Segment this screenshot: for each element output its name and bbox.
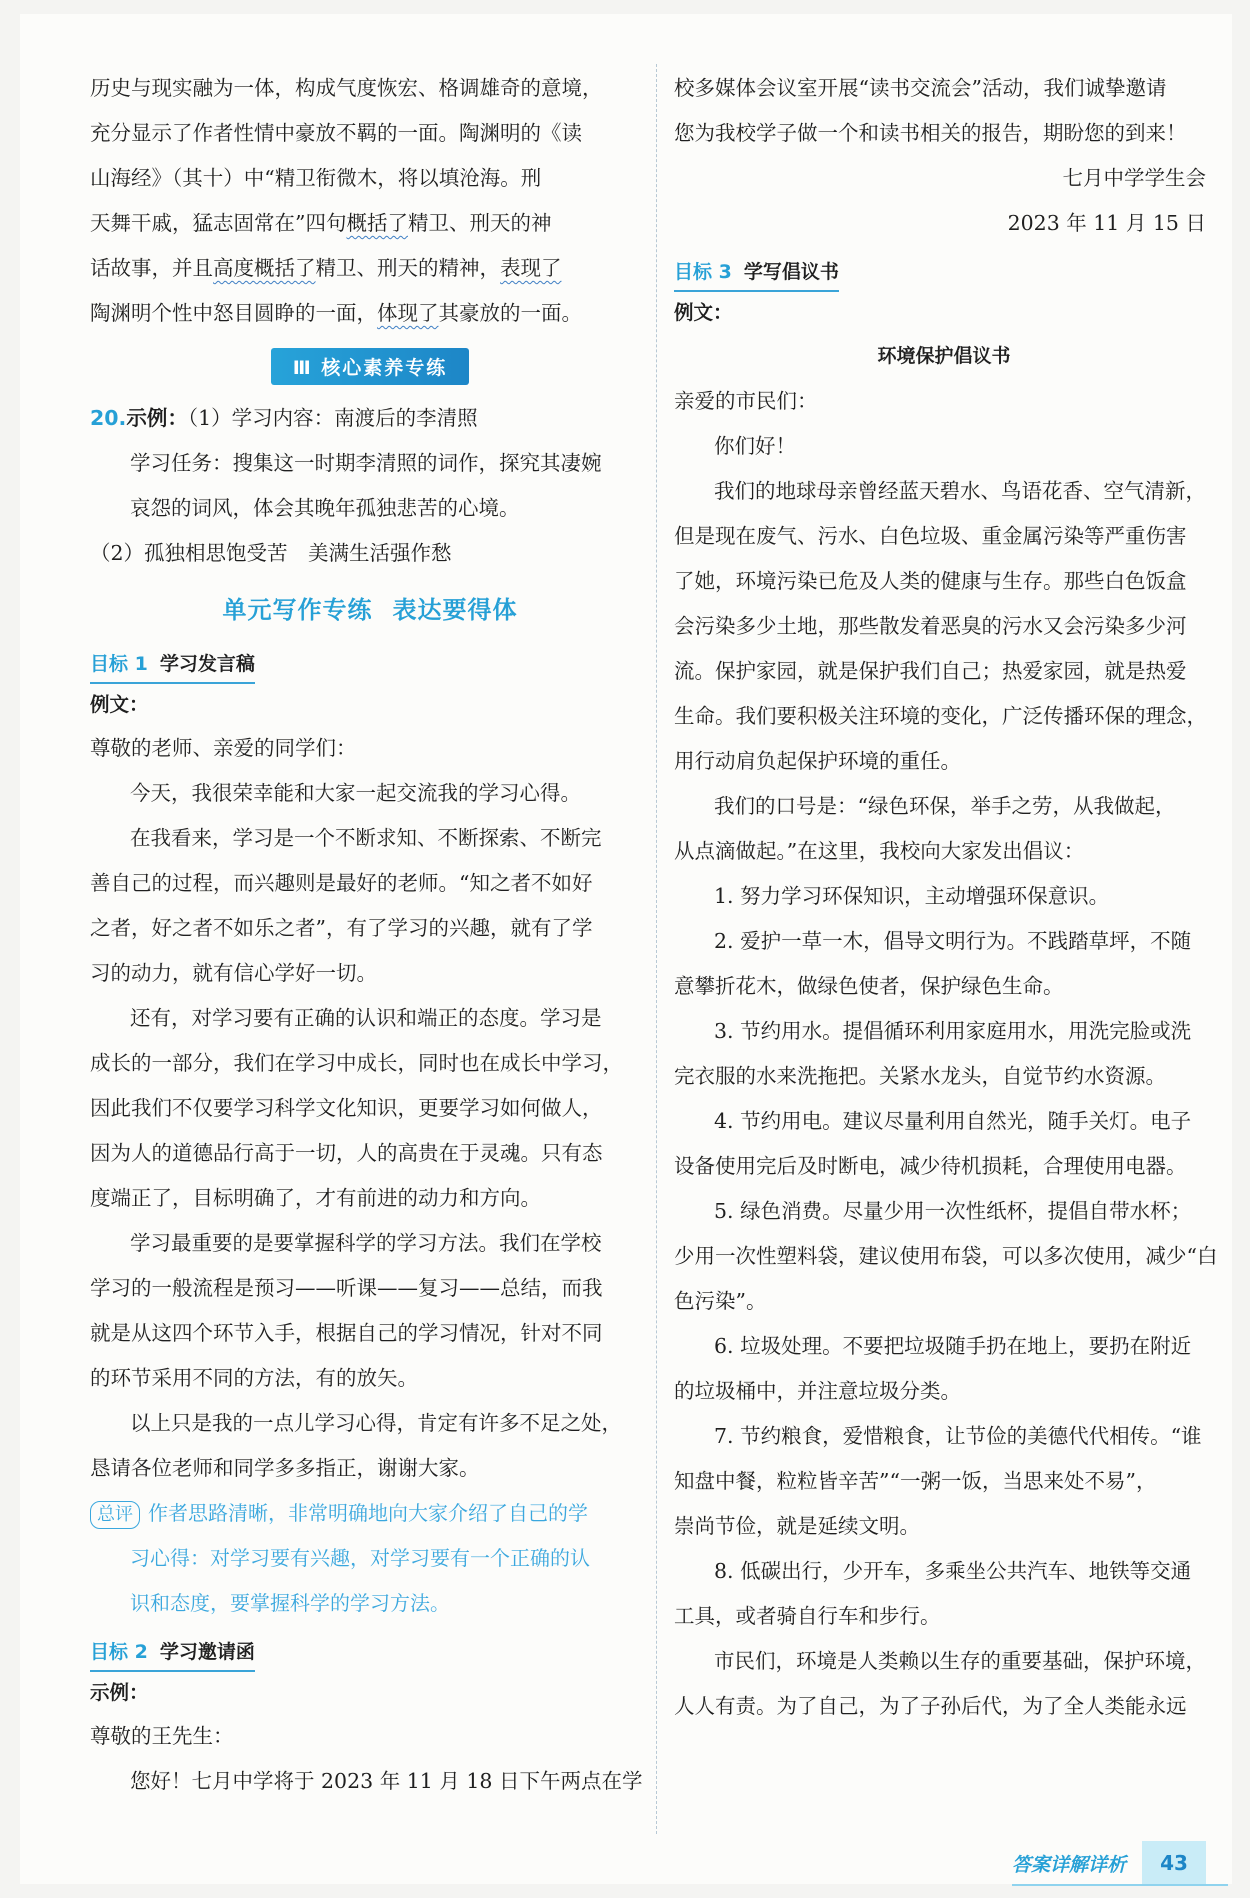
goal-1-heading [90, 642, 255, 684]
footer-label: 答案详解详析 [1012, 1853, 1127, 1876]
answer-analysis [90, 66, 650, 336]
text-line: 尊敬的王先生： [90, 1724, 234, 1748]
text-line: 知盘中餐，粒粒皆辛苦”“一粥一饭，当思来处不易”， [674, 1469, 1157, 1493]
example-heading: 例文： [90, 693, 149, 716]
question-number: 20. [90, 406, 127, 430]
text-line: 习的动力，就有信心学好一切。 [90, 961, 377, 985]
column-divider [656, 64, 657, 1834]
text-line: 了她，环境污染已危及人类的健康与生存。那些白色饭盒 [674, 569, 1187, 593]
sample-heading: 示例： [90, 1681, 149, 1704]
page-footer [1012, 1841, 1206, 1885]
goal-3-heading [674, 250, 839, 292]
text-line: 我们的口号是：“绿色环保，举手之劳，从我做起， [714, 794, 1176, 818]
right-column [674, 66, 1218, 1729]
example-heading: 例文： [674, 301, 733, 324]
text-line: 5. 绿色消费。尽量少用一次性纸杯，提倡自带水杯； [714, 1199, 1192, 1223]
page [20, 14, 1232, 1884]
page-number: 43 [1142, 1841, 1206, 1885]
text-line: 就是从这四个环节入手，根据自己的学习情况，针对不同 [90, 1321, 603, 1345]
text-line: 3. 节约用水。提倡循环利用家庭用水，用洗完脸或洗 [714, 1019, 1192, 1043]
q20-line2: 学习任务：搜集这一时期李清照的词作，探究其凄婉 [130, 451, 602, 475]
section-banner-wrap [90, 336, 650, 396]
comment-line3: 识和态度，要掌握科学的学习方法。 [130, 1591, 450, 1615]
example-label: 示例： [126, 406, 188, 430]
text-line: 度端正了，目标明确了，才有前进的动力和方向。 [90, 1186, 541, 1210]
goal-title: 学习发言稿 [159, 652, 255, 675]
text-line: 在我看来，学习是一个不断求知、不断探索、不断完 [130, 826, 602, 850]
text-line: 善自己的过程，而兴趣则是最好的老师。“知之者不如好 [90, 871, 593, 895]
footer-rule [1012, 1884, 1228, 1886]
text-line: 用行动肩负起保护环境的重任。 [674, 749, 961, 773]
text-span: 历史与现实融为一体，构成气度恢宏、格调雄奇的意境， [90, 76, 603, 100]
invitation-text-start [90, 1714, 650, 1804]
text-span: 精卫、刑天的神 [407, 211, 552, 235]
text-line: 学习最重要的是要掌握科学的学习方法。我们在学校 [130, 1231, 602, 1255]
text-line: 但是现在废气、污水、白色垃圾、重金属污染等严重伤害 [674, 524, 1187, 548]
text-span: 山海经》（其十）中“精卫衔微木，将以填沧海。刑 [90, 166, 542, 190]
left-column [90, 66, 650, 1804]
text-line: 还有，对学习要有正确的认识和端正的态度。学习是 [130, 1006, 602, 1030]
text-span: 其豪放的一面。 [438, 301, 582, 325]
text-line: 崇尚节俭，就是延续文明。 [674, 1514, 920, 1538]
speech-text [90, 726, 650, 1491]
text-line: 生命。我们要积极关注环境的变化，广泛传播环保的理念， [674, 704, 1207, 728]
text-line: 我们的地球母亲曾经蓝天碧水、鸟语花香、空气清新， [714, 479, 1206, 503]
text-line: 因为人的道德品行高于一切，人的高贵在于灵魂。只有态 [90, 1141, 603, 1165]
text-line: 您为我校学子做一个和读书相关的报告，期盼您的到来！ [674, 121, 1187, 145]
text-line [90, 201, 650, 246]
text-line: 6. 垃圾处理。不要把垃圾随手扔在地上，要扔在附近 [714, 1334, 1192, 1358]
text-line: 会污染多少土地，那些散发着恶臭的污水又会污染多少河 [674, 614, 1187, 638]
text-line: 从点滴做起。”在这里，我校向大家发出倡议： [674, 839, 1085, 863]
text-line [90, 111, 650, 156]
comment-line1 [90, 1491, 650, 1536]
comment-text: 作者思路清晰，非常明确地向大家介绍了自己的学 [148, 1501, 588, 1525]
goal-label: 目标 3 [674, 260, 732, 283]
text-line: 工具，或者骑自行车和步行。 [674, 1604, 941, 1628]
text-span: 体现了 [377, 301, 439, 325]
text-line: 少用一次性塑料袋，建议使用布袋，可以多次使用，减少“白 [674, 1244, 1218, 1268]
goal-2-heading [90, 1630, 255, 1672]
goal-label: 目标 2 [90, 1640, 148, 1663]
comment-line2: 习心得：对学习要有兴趣，对学习要有一个正确的认 [130, 1546, 590, 1570]
text-line: 人人有责。为了自己，为了子孙后代，为了全人类能永远 [674, 1694, 1187, 1718]
text-line: 完衣服的水来洗拖把。关紧水龙头，自觉节约水资源。 [674, 1064, 1166, 1088]
text-line: 校多媒体会议室开展“读书交流会”活动，我们诚挚邀请 [674, 76, 1167, 100]
text-line: 市民们，环境是人类赖以生存的重要基础，保护环境， [714, 1649, 1206, 1673]
goal-title: 学习邀请函 [159, 1640, 255, 1663]
unit-title-part-b: 表达要得体 [392, 595, 518, 624]
text-span: 话故事，并且 [90, 256, 213, 280]
text-span: 陶渊明个性中怒目圆睁的一面， [90, 301, 377, 325]
proposal-title: 环境保护倡议书 [877, 345, 1011, 367]
text-line: 色污染”。 [674, 1289, 767, 1313]
goal-title: 学写倡议书 [743, 260, 839, 283]
text-line: 意攀折花木，做绿色使者，保护绿色生命。 [674, 974, 1064, 998]
text-span: 天舞干戚，猛志固常在”四句 [90, 211, 347, 235]
text-line [90, 156, 650, 201]
text-line: 学习的一般流程是预习——听课——复习——总结，而我 [90, 1276, 603, 1300]
q20-text: （1）学习内容：南渡后的李清照 [187, 406, 478, 430]
text-line: 1. 努力学习环保知识，主动增强环保意识。 [714, 884, 1110, 908]
text-span: 高度概括了 [213, 256, 316, 280]
text-line: 之者，好之者不如乐之者”，有了学习的兴趣，就有了学 [90, 916, 593, 940]
text-span: 精卫、刑天的精神， [315, 256, 500, 280]
text-line: 成长的一部分，我们在学习中成长，同时也在成长中学习， [90, 1051, 623, 1075]
text-line [90, 66, 650, 111]
text-line: 因此我们不仅要学习科学文化知识，更要学习如何做人， [90, 1096, 603, 1120]
text-line: 以上只是我的一点儿学习心得，肯定有许多不足之处， [130, 1411, 622, 1435]
text-line: 2. 爱护一草一木，倡导文明行为。不践踏草坪，不随 [714, 929, 1192, 953]
text-line: 4. 节约用电。建议尽量利用自然光，随手关灯。电子 [714, 1109, 1192, 1133]
text-line: 设备使用完后及时断电，减少待机损耗，合理使用电器。 [674, 1154, 1187, 1178]
text-line: 的垃圾桶中，并注意垃圾分类。 [674, 1379, 961, 1403]
text-line: 尊敬的老师、亲爱的同学们： [90, 736, 357, 760]
text-line: 七月中学学生会 [1062, 166, 1206, 190]
proposal-text [674, 379, 1218, 1729]
q20-line4: （2）孤独相思饱受苦 美满生活强作愁 [90, 541, 452, 565]
unit-writing-title [90, 576, 650, 638]
invitation-text-end [674, 66, 1214, 246]
text-line: 恳请各位老师和同学多多指正，谢谢大家。 [90, 1456, 480, 1480]
section-banner: Ⅲ 核心素养专练 [271, 348, 470, 385]
text-span: 充分显示了作者性情中豪放不羁的一面。陶渊明的《读 [90, 121, 582, 145]
goal-label: 目标 1 [90, 652, 148, 675]
text-line [90, 291, 650, 336]
text-line: 今天，我很荣幸能和大家一起交流我的学习心得。 [130, 781, 581, 805]
text-line: 您好！七月中学将于 2023 年 11 月 18 日下午两点在学 [130, 1769, 643, 1793]
unit-title-part-a: 单元写作专练 [222, 595, 373, 624]
text-span: 概括了 [346, 211, 408, 235]
text-line: 8. 低碳出行，少开车，多乘坐公共汽车、地铁等交通 [714, 1559, 1192, 1583]
text-line: 2023 年 11 月 15 日 [1007, 211, 1206, 235]
text-line [90, 246, 650, 291]
text-line: 7. 节约粮食，爱惜粮食，让节俭的美德代代相传。“谁 [714, 1424, 1202, 1448]
q20-line3: 哀怨的词风，体会其晚年孤独悲苦的心境。 [130, 496, 520, 520]
q20-line1 [90, 396, 650, 441]
text-line: 的环节采用不同的方法，有的放矢。 [90, 1366, 418, 1390]
text-line: 你们好！ [714, 434, 796, 458]
text-line: 亲爱的市民们： [674, 389, 818, 413]
comment-tag: 总评 [90, 1501, 140, 1529]
text-span: 表现了 [500, 256, 562, 280]
text-line: 流。保护家园，就是保护我们自己；热爱家园，就是热爱 [674, 659, 1187, 683]
